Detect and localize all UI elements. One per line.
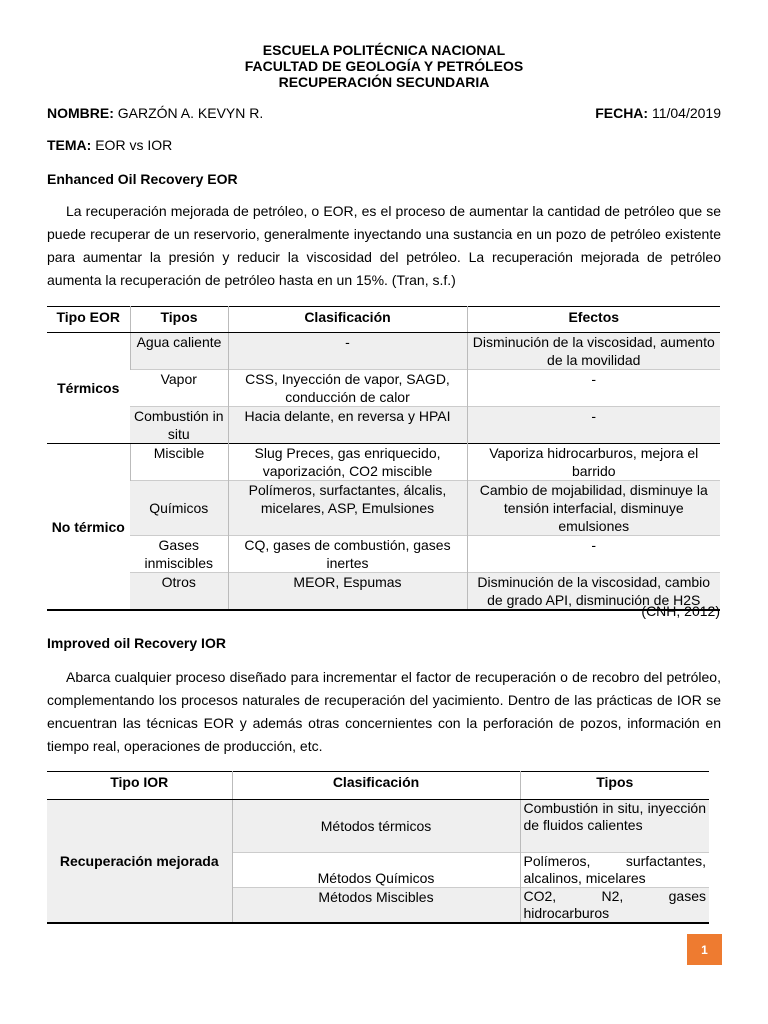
tema-label: TEMA: xyxy=(47,137,92,153)
clasificacion-cell: Polímeros, surfactantes, álcalis, micelares, ASP, Emulsiones xyxy=(228,481,467,536)
page-number-badge: 1 xyxy=(687,934,722,965)
clasificacion-cell: Métodos térmicos xyxy=(232,800,520,853)
clasificacion-cell: MEOR, Espumas xyxy=(228,573,467,611)
eor-header-tipo-eor: Tipo EOR xyxy=(47,307,130,333)
fecha xyxy=(595,105,721,121)
clasificacion-cell: CQ, gases de combustión, gases inertes xyxy=(228,536,467,573)
tema-row xyxy=(47,137,721,153)
efectos-cell: - xyxy=(467,370,720,407)
group-no-termico: No térmico xyxy=(47,444,130,611)
ior-table-header xyxy=(47,772,709,800)
tipo-cell: Combustión in situ xyxy=(130,407,228,444)
clasificacion-cell: CSS, Inyección de vapor, SAGD, conducción de calor xyxy=(228,370,467,407)
tipo-cell: Vapor xyxy=(130,370,228,407)
clasificacion-cell: Hacia delante, en reversa y HPAI xyxy=(228,407,467,444)
ior-header-tipo-ior: Tipo IOR xyxy=(47,772,232,800)
faculty-name: FACULTAD DE GEOLOGÍA Y PETRÓLEOS xyxy=(244,58,524,74)
tipos-cell: CO2, N2, gases hidrocarburos xyxy=(520,888,709,924)
tipo-cell: Agua caliente xyxy=(130,333,228,370)
tipo-cell: Químicos xyxy=(130,481,228,536)
eor-paragraph-text: La recuperación mejorada de petróleo, o EOR, es el proceso de aumentar la cantidad de petróleo que se puede recuperar de un reservorio, generalmente inyectando una sustancia en un pozo de petróleo existente para aumentar la presión y reducir la viscosidad del petróleo. La recuperación mejorada de petróleo aumenta la recuperación de petróleo hasta en un 15%. (Tran, s.f.) xyxy=(47,203,721,288)
fecha-label: FECHA: xyxy=(595,105,649,121)
eor-table-header xyxy=(47,307,720,333)
efectos-cell: Disminución de la viscosidad, cambio de grado API, disminución de H2S xyxy=(467,573,720,611)
ior-header-clasificacion: Clasificación xyxy=(232,772,520,800)
ior-header-tipos: Tipos xyxy=(520,772,709,800)
table-row xyxy=(47,370,720,407)
eor-header-tipos: Tipos xyxy=(130,307,228,333)
efectos-cell: - xyxy=(467,407,720,444)
course-name: RECUPERACIÓN SECUNDARIA xyxy=(278,74,490,90)
group-termicos: Térmicos xyxy=(47,333,130,444)
ior-paragraph-text: Abarca cualquier proceso diseñado para incrementar el factor de recuperación o de recobro del petróleo, complementando los procesos naturales de recuperación del yacimiento. Dentro de las prácticas de IOR se encuentran las técnicas EOR y además otras concernientes con la perforación de pozos, información en tiempo real, operaciones de producción, etc. xyxy=(47,669,721,754)
tipo-cell: Gases inmiscibles xyxy=(130,536,228,573)
eor-paragraph xyxy=(47,200,721,292)
table-row xyxy=(47,573,720,611)
efectos-cell: Disminución de la viscosidad, aumento de la movilidad xyxy=(467,333,720,370)
clasificacion-cell: Slug Preces, gas enriquecido, vaporización, CO2 miscible xyxy=(228,444,467,481)
eor-header-efectos: Efectos xyxy=(467,307,720,333)
eor-header-clasificacion: Clasificación xyxy=(228,307,467,333)
table-row xyxy=(47,481,720,536)
clasificacion-cell: Métodos Químicos xyxy=(232,853,520,888)
ior-paragraph xyxy=(47,666,721,758)
clasificacion-cell: - xyxy=(228,333,467,370)
eor-section-title: Enhanced Oil Recovery EOR xyxy=(47,171,238,187)
tipos-cell: Polímeros, surfactantes, alcalinos, micelares xyxy=(520,853,709,888)
tipo-cell: Otros xyxy=(130,573,228,611)
table-row xyxy=(47,536,720,573)
ior-section-title: Improved oil Recovery IOR xyxy=(47,635,226,651)
eor-table xyxy=(47,306,720,611)
efectos-cell: Cambio de mojabilidad, disminuye la tensión interfacial, disminuye emulsiones xyxy=(467,481,720,536)
fecha-value: 11/04/2019 xyxy=(651,105,721,121)
table-row xyxy=(47,407,720,444)
nombre-label: NOMBRE: xyxy=(47,105,114,121)
table-row xyxy=(47,333,720,370)
nombre-value: GARZÓN A. KEVYN R. xyxy=(117,105,264,121)
name-row xyxy=(47,105,721,121)
eor-citation: (CNH, 2012) xyxy=(641,603,720,619)
tema-value: EOR vs IOR xyxy=(95,137,173,153)
ior-table xyxy=(47,771,709,924)
clasificacion-cell: Métodos Miscibles xyxy=(232,888,520,924)
tipo-cell: Miscible xyxy=(130,444,228,481)
table-row xyxy=(47,444,720,481)
efectos-cell: - xyxy=(467,536,720,573)
table-row xyxy=(47,800,709,853)
group-recuperacion-mejorada: Recuperación mejorada xyxy=(47,800,232,924)
school-name: ESCUELA POLITÉCNICA NACIONAL xyxy=(262,42,506,58)
efectos-cell: Vaporiza hidrocarburos, mejora el barrido xyxy=(467,444,720,481)
tipos-cell: Combustión in situ, inyección de fluidos calientes xyxy=(520,800,709,853)
document-header xyxy=(0,42,768,90)
